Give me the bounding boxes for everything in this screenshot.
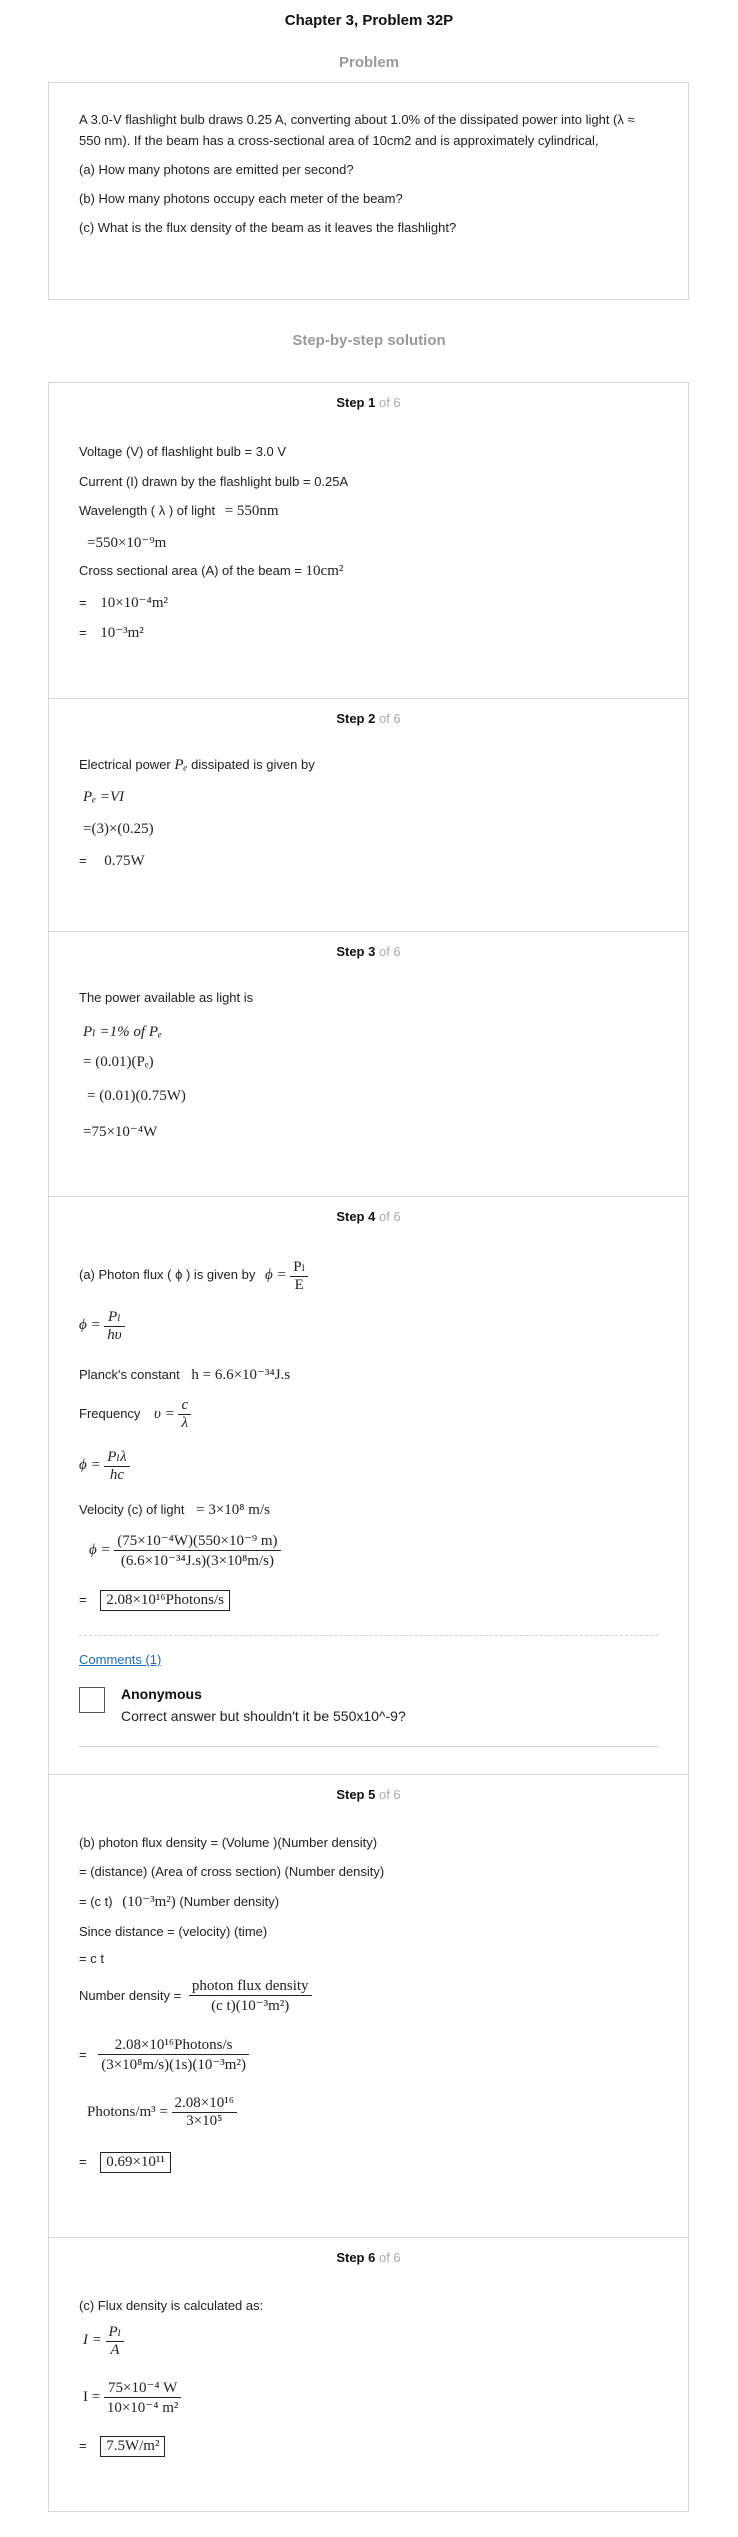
step-6 (49, 2238, 688, 2513)
step-5-line-4: Since distance = (velocity) (time) (79, 1924, 268, 1939)
step-6-answer: = 7.5W/m² (79, 2436, 165, 2457)
step-3-intro: The power available as light is (79, 990, 254, 1005)
comment-text: Correct answer but shouldn't it be 550x10^-9? (121, 1708, 406, 1724)
problem-question-a: (a) How many photons are emitted per second? (79, 162, 354, 177)
step-2-equation-3: = 0.75W (79, 853, 145, 869)
step-4-answer: = 2.08×10¹⁶Photons/s (79, 1590, 230, 1611)
step-1-current: Current (I) drawn by the flashlight bulb = 0.25A (79, 474, 349, 489)
step-2-equation-2: =(3)×(0.25) (83, 821, 154, 837)
page-title: Chapter 3, Problem 32P (284, 12, 454, 29)
problem-box (48, 82, 689, 300)
problem-intro: A 3.0-V flashlight bulb draws 0.25 A, converting about 1.0% of the dissipated power into light (λ ≈ 550 nm). If the beam has a cross-sectional area of 10cm2 and is approximately cylindrical, (79, 112, 635, 148)
step-2-heading: Step 2 of 6 (336, 711, 401, 726)
step-4-flux-formula-2: ϕ = $\frac{\text{Pₗλ}}{hc}$ (79, 1447, 130, 1484)
step-5 (49, 1775, 688, 2238)
step-1-area: Cross sectional area (A) of the beam = 10cm² (79, 563, 344, 579)
step-4-flux-substitution: ϕ = $\frac{\text{(75×10⁻⁴W)(550×10⁻⁹ m)}}{\text{(6.6×10⁻³⁴J.s)(3×10⁸m/s)}}$ (89, 1531, 281, 1570)
comment-author: Anonymous (121, 1686, 202, 1702)
step-4-flux-intro: (a) Photon flux ( ϕ ) is given by ϕ = $\frac{\text{Pₗ}}{E}$ (79, 1257, 308, 1294)
step-5-line-5: = c t (79, 1951, 104, 1966)
step-5-line-2: = (distance) (Area of cross section) (Number density) (79, 1864, 385, 1879)
step-3-equation-2: = (0.01)(Pₑ) (83, 1054, 154, 1070)
comment-divider (79, 1746, 658, 1747)
step-1-voltage: Voltage (V) of flashlight bulb = 3.0 V (79, 444, 287, 459)
step-3-heading: Step 3 of 6 (336, 944, 401, 959)
step-5-photons-per-m3: Photons/m³ = $\frac{\text{2.08×10¹⁶}}{\text{3×10⁵}}$ (87, 2095, 237, 2130)
step-6-intro: (c) Flux density is calculated as: (79, 2298, 264, 2313)
comments-link[interactable]: Comments (1) (79, 1652, 162, 1667)
step-5-line-1: (b) photon flux density = (Volume )(Number density) (79, 1835, 378, 1850)
step-1 (49, 383, 688, 699)
step-5-line-3: = (c t) (10⁻³m²) (Number density) (79, 1894, 280, 1910)
step-1-wavelength: Wavelength ( λ ) of light = 550nm (79, 503, 279, 519)
step-1-area-conversion-1: = 10×10⁻⁴m² (79, 595, 168, 611)
step-5-heading: Step 5 of 6 (336, 1787, 401, 1802)
step-3-equation-3: = (0.01)(0.75W) (87, 1088, 186, 1104)
step-4-planck: Planck's constant h = 6.6×10⁻³⁴J.s (79, 1367, 291, 1383)
step-6-formula: I = $\frac{\text{Pₗ}}{A}$ (83, 2322, 124, 2359)
step-1-wavelength-conversion: =550×10⁻⁹m (87, 535, 167, 551)
step-4-flux-formula: ϕ = $\frac{\text{Pₗ}}{h\upsilon}$ (79, 1307, 125, 1344)
step-2 (49, 699, 688, 932)
step-6-substitution: I = $\frac{\text{75×10⁻⁴ W}}{\text{10×10⁻⁴ m²}}$ (83, 2378, 181, 2417)
step-5-answer: = 0.69×10¹¹ (79, 2152, 171, 2173)
step-3 (49, 932, 688, 1197)
problem-question-c: (c) What is the flux density of the beam as it leaves the flashlight? (79, 220, 457, 235)
step-4-divider (79, 1635, 658, 1636)
step-5-number-density: Number density = $\frac{\text{photon flux density}}{\text{(c t)(10⁻³m²)}}$ (79, 1978, 312, 2015)
step-3-equation-1: Pₗ =1% of Pₑ (83, 1024, 162, 1040)
step-4 (49, 1197, 688, 1775)
solution-heading: Step-by-step solution (292, 332, 446, 349)
step-4-velocity: Velocity (c) of light = 3×10⁸ m/s (79, 1502, 270, 1518)
step-2-equation-1: Pₑ =VI (83, 789, 125, 805)
step-4-frequency: Frequency υ = $\frac{c}{\lambda}$ (79, 1397, 191, 1432)
step-1-heading: Step 1 of 6 (336, 395, 401, 410)
step-4-heading: Step 4 of 6 (336, 1209, 401, 1224)
step-5-substitution: = $\frac{\text{2.08×10¹⁶Photons/s}}{\text{(3×10⁸m/s)(1s)(10⁻³m²)}}$ (79, 2037, 249, 2074)
step-2-intro: Electrical power Pₑ dissipated is given by (79, 757, 315, 773)
step-3-equation-4: =75×10⁻⁴W (83, 1124, 158, 1140)
problem-question-b: (b) How many photons occupy each meter of the beam? (79, 191, 403, 206)
solution-box (48, 382, 689, 2512)
step-6-heading: Step 6 of 6 (336, 2250, 401, 2265)
comment-avatar (79, 1687, 105, 1713)
problem-heading: Problem (338, 54, 399, 71)
step-1-area-conversion-2: = 10⁻³m² (79, 625, 144, 641)
